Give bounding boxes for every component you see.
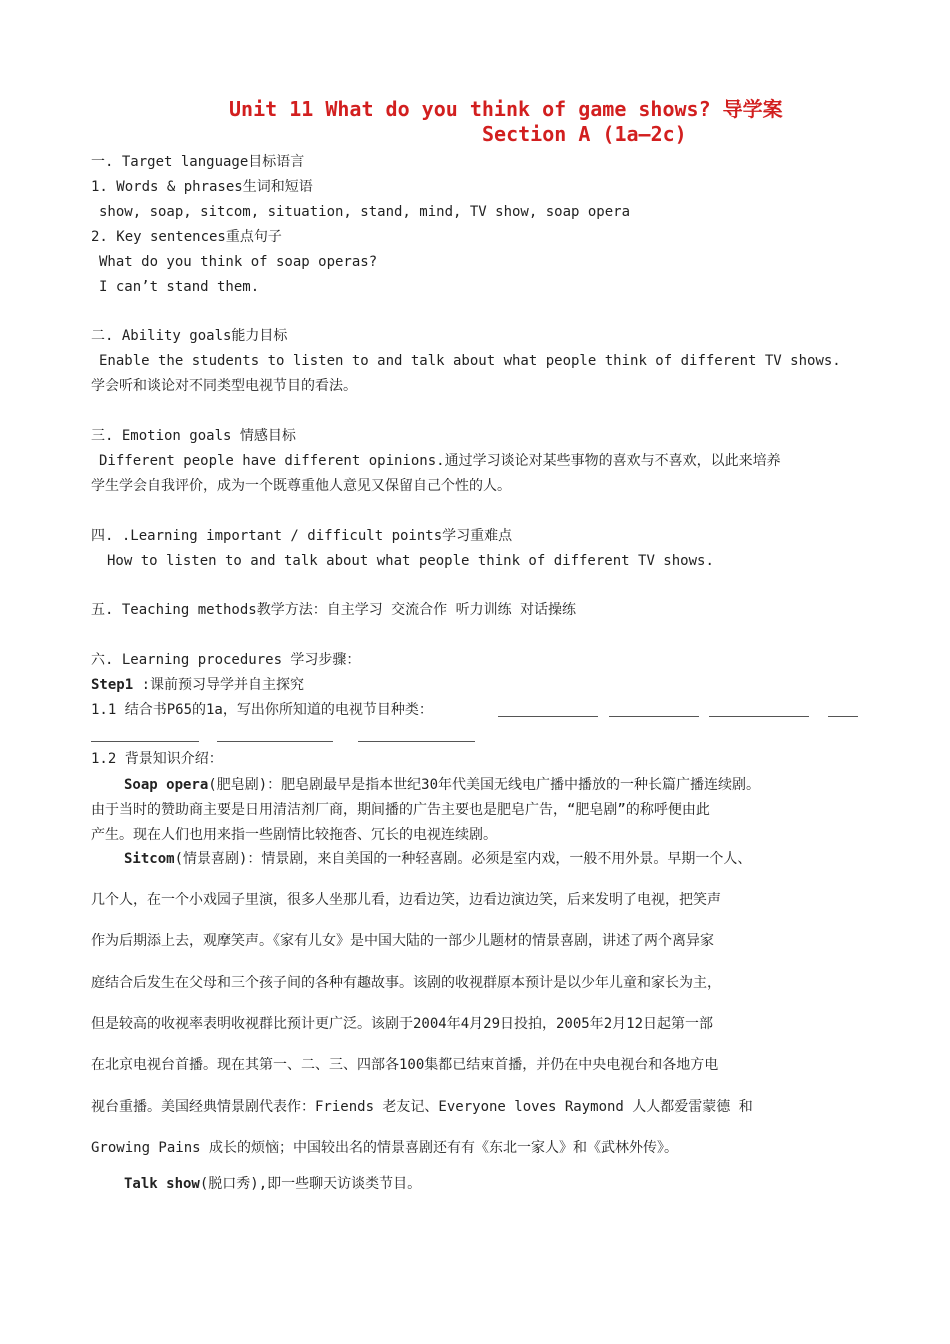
step1-line <box>91 676 304 694</box>
question-1-1: 1.1 结合书P65的1a，写出你所知道的电视节目种类： <box>91 702 433 718</box>
section-teaching-methods: 五. Teaching methods教学方法：自主学习 交流合作 听力训练 对话操练 <box>91 602 577 618</box>
learning-points-body: How to listen to and talk about what people think of different TV shows. <box>107 553 714 569</box>
page-subtitle: Section A (1a—2c) <box>482 122 687 146</box>
answer-blank-2[interactable] <box>609 716 699 717</box>
answer-blank-1[interactable] <box>498 716 598 717</box>
key-sentence-2: I can’t stand them. <box>99 279 260 295</box>
talk-show-text: (脱口秀),即一些聊天访谈类节目。 <box>199 1176 422 1192</box>
answer-blank-5[interactable] <box>91 741 199 742</box>
ability-goals-english: Enable the students to listen to and talk about what people think of different TV shows. <box>99 353 841 369</box>
section-learning-procedures-heading: 六. Learning procedures 学习步骤： <box>91 652 361 668</box>
sitcom-line-2: 几个人，在一个小戏园子里演，很多人坐那儿看，边看边笑，边看边演边笑，后来发明了电视，把笑声 <box>91 892 721 908</box>
sitcom-line-5: 但是较高的收视率表明收视群比预计更广泛。该剧于2004年4月29日投拍，2005年2月12日起第一部 <box>91 1016 713 1032</box>
section-emotion-goals-heading: 三. Emotion goals 情感目标 <box>91 428 296 444</box>
answer-blank-3[interactable] <box>709 716 809 717</box>
key-sentence-1: What do you think of soap operas? <box>99 254 378 270</box>
sitcom-term: Sitcom <box>124 851 175 867</box>
question-1-2: 1.2 背景知识介绍： <box>91 751 223 767</box>
words-phrases-label: 1. Words & phrases生词和短语 <box>91 179 313 195</box>
page-title: Unit 11 What do you think of game shows? 导学案 <box>229 97 783 121</box>
soap-opera-line-2: 由于当时的赞助商主要是日用清洁剂厂商，期间播的广告主要也是肥皂广告，“肥皂剧”的称呼便由此 <box>91 802 710 818</box>
sitcom-line-1 <box>124 850 751 868</box>
step1-label: Step1 <box>91 677 134 693</box>
sitcom-line-4: 庭结合后发生在父母和三个孩子间的各种有趣故事。该剧的收视群原本预计是以少年儿童和家长为主， <box>91 975 721 991</box>
section-ability-goals-heading: 二. Ability goals能力目标 <box>91 328 288 344</box>
talk-show-line <box>124 1175 421 1193</box>
ability-goals-chinese: 学会听和谈论对不同类型电视节目的看法。 <box>91 378 357 394</box>
talk-show-term: Talk show <box>124 1176 200 1192</box>
emotion-goals-line-2: 学生学会自我评价，成为一个既尊重他人意见又保留自己个性的人。 <box>91 478 511 494</box>
step1-text: :课前预习导学并自主探究 <box>133 677 305 693</box>
sitcom-line-8: Growing Pains 成长的烦恼；中国较出名的情景喜剧还有有《东北一家人》和《武林外传》。 <box>91 1140 678 1156</box>
sitcom-line-3: 作为后期添上去，观摩笑声。《家有儿女》是中国大陆的一部少儿题材的情景喜剧，讲述了两个离异家 <box>91 933 714 949</box>
answer-blank-6[interactable] <box>217 741 333 742</box>
sitcom-line-7: 视台重播。美国经典情景剧代表作：Friends 老友记、Everyone loves Raymond 人人都爱雷蒙德 和 <box>91 1099 753 1115</box>
section-learning-points-heading: 四. .Learning important / difficult points学习重难点 <box>91 528 513 544</box>
emotion-goals-line-1: Different people have different opinions.通过学习谈论对某些事物的喜欢与不喜欢，以此来培养 <box>99 453 781 469</box>
soap-opera-line-3: 产生。现在人们也用来指一些剧情比较拖沓、冗长的电视连续剧。 <box>91 827 497 843</box>
answer-blank-7[interactable] <box>358 741 475 742</box>
section-target-language-heading: 一. Target language目标语言 <box>91 154 305 170</box>
words-list: show, soap, sitcom, situation, stand, mind, TV show, soap opera <box>99 204 631 220</box>
key-sentences-label: 2. Key sentences重点句子 <box>91 229 282 245</box>
soap-opera-text-1: (肥皂剧)：肥皂剧最早是指本世纪30年代美国无线电广播中播放的一种长篇广播连续剧。 <box>208 777 761 793</box>
sitcom-line-6: 在北京电视台首播。现在其第一、二、三、四部各100集都已结束首播，并仍在中央电视台和各地方电 <box>91 1057 719 1073</box>
answer-blank-4[interactable] <box>828 716 858 717</box>
soap-opera-line-1 <box>124 776 760 794</box>
soap-opera-term: Soap opera <box>124 777 209 793</box>
sitcom-text-1: (情景喜剧)：情景剧，来自美国的一种轻喜剧。必须是室内戏，一般不用外景。早期一个人、 <box>174 851 752 867</box>
